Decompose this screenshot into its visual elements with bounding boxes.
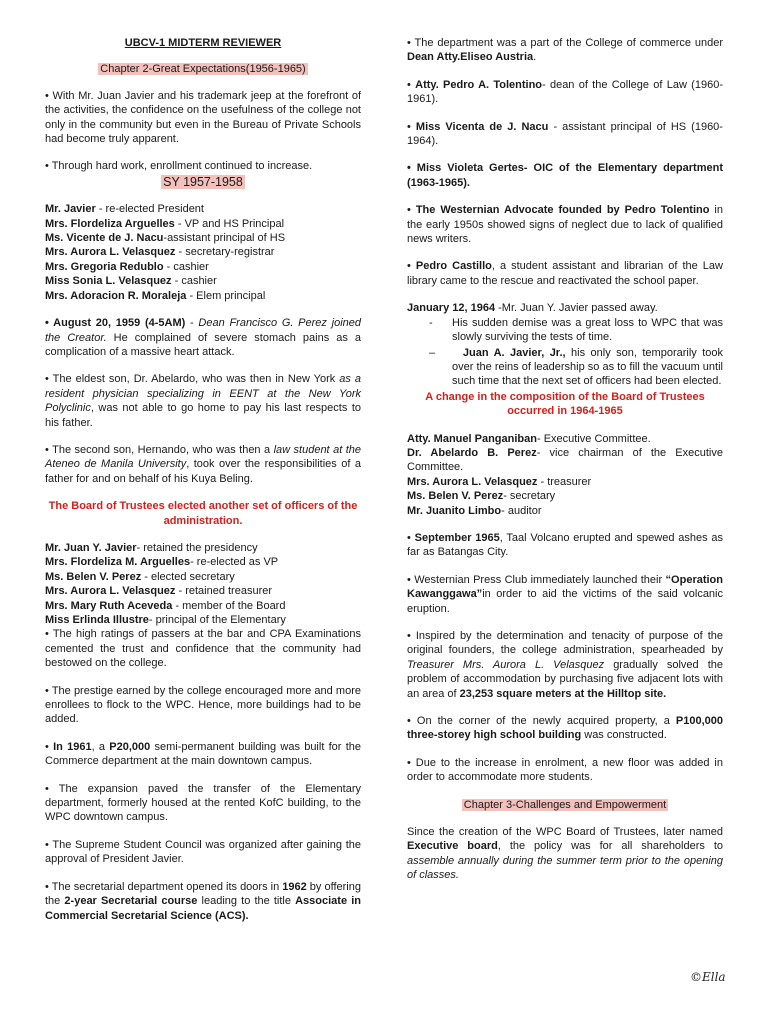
officers-list-board bbox=[45, 541, 361, 627]
board-composition-list bbox=[407, 432, 723, 518]
paragraph-tolentino: • Atty. Pedro A. Tolentino- dean of the College of Law (1960-1961). bbox=[407, 78, 723, 106]
paragraph-castillo: • Pedro Castillo, a student assistant and librarian of the Law library came to the rescue and reactivated the school paper. bbox=[407, 260, 723, 287]
dash-item: - His sudden demise was a great loss to WPC that was slowly surviving the tests of time. bbox=[429, 316, 723, 344]
paragraph-high-ratings: • The high ratings of passers at the bar and CPA Examinations cemented the trust and confidence that the community had bestowed on the college. bbox=[45, 628, 361, 670]
right-column bbox=[407, 36, 723, 883]
paragraph-new-floor: • Due to the increase in enrolment, a new floor was added in order to accommodate more students. bbox=[407, 756, 723, 784]
board-line: Ms. Belen V. Perez- secretary bbox=[407, 490, 556, 503]
paragraph-student-council: • The Supreme Student Council was organized after gaining the approval of President Javier. bbox=[45, 838, 361, 866]
left-column bbox=[45, 36, 361, 923]
document-title: UBCV-1 MIDTERM REVIEWER bbox=[124, 37, 282, 49]
paragraph-press-club: • Westernian Press Club immediately launched their “Operation Kawanggawa”in order to aid the victims of the said volcanic eruption. bbox=[407, 573, 723, 615]
chapter-3-heading: Chapter 3-Challenges and Empowerment bbox=[463, 798, 667, 811]
board-line: Dr. Abelardo B. Perez- vice chairman of the Executive Committee. bbox=[407, 446, 723, 474]
paragraph-nacu: • Miss Vicenta de J. Nacu - assistant principal of HS (1960-1964). bbox=[407, 120, 723, 148]
officer-line: Ms. Belen V. Perez - elected secretary bbox=[45, 570, 235, 583]
officer-line: Mrs. Mary Ruth Aceveda - member of the Board bbox=[45, 599, 286, 612]
paragraph-january-1964: January 12, 1964 -Mr. Juan Y. Javier passed away. bbox=[407, 302, 658, 315]
paragraph-secretarial: • The secretarial department opened its doors in 1962 by offering the 2-year Secretarial course leading to the title Associate in Commercial Secretarial Science (ACS). bbox=[45, 880, 361, 922]
paragraph-second-son: • The second son, Hernando, who was then a law student at the Ateneo de Manila University, took over the responsibilities of a father for and on behalf of his Kuya Beling. bbox=[45, 443, 361, 485]
board-line: Atty. Manuel Panganiban- Executive Committee. bbox=[407, 432, 651, 445]
paragraph-enrollment: • Through hard work, enrollment continued to increase. bbox=[45, 160, 313, 173]
paragraph-expansion: • The expansion paved the transfer of the Elementary department, formerly housed at the rented KofC building, to the WPC downtown campus. bbox=[45, 782, 361, 824]
paragraph-1961-building: • In 1961, a P20,000 semi-permanent building was built for the Commerce department at the main downtown campus. bbox=[45, 740, 361, 768]
paragraph-august-1959: • August 20, 1959 (4-5AM) - Dean Francisco G. Perez joined the Creator. He complained of severe stomach pains as a complication of a massive heart attack. bbox=[45, 317, 361, 358]
officer-line: Miss Sonia L. Velasquez - cashier bbox=[45, 275, 217, 288]
board-line: Mr. Juanito Limbo- auditor bbox=[407, 504, 542, 517]
paragraph-gertes: • Miss Violeta Gertes- OIC of the Elementary department (1963-1965). bbox=[407, 162, 723, 189]
board-elected-heading: The Board of Trustees elected another set of officers of the administration. bbox=[48, 500, 358, 527]
officer-line: Mrs. Aurora L. Velasquez - secretary-registrar bbox=[45, 246, 275, 259]
paragraph-prestige: • The prestige earned by the college encouraged more and more enrollees to flock to the WPC. Hence, more buildings had to be added. bbox=[45, 684, 361, 726]
paragraph-executive-board: Since the creation of the WPC Board of Trustees, later named Executive board, the policy was for all shareholders to assemble annually during the summer term prior to the opening of classes. bbox=[407, 826, 723, 882]
officer-line: Ms. Vicente de J. Nacu-assistant principal of HS bbox=[45, 232, 286, 245]
dash-item: – Juan A. Javier, Jr., his only son, temporarily took over the reins of leadership so as to fill the vacuum until such time that the next set of officers had been elected. bbox=[429, 346, 723, 388]
paragraph-taal-volcano: • September 1965, Taal Volcano erupted and spewed ashes as far as Batangas City. bbox=[407, 531, 723, 559]
chapter-2-heading: Chapter 2-Great Expectations(1956-1965) bbox=[100, 63, 306, 76]
officer-line: Mrs. Adoracion R. Moraleja - Elem principal bbox=[45, 289, 266, 302]
officer-line: Mr. Juan Y. Javier- retained the presidency bbox=[45, 541, 258, 554]
paragraph-trademark-jeep: • With Mr. Juan Javier and his trademark jeep at the forefront of the activities, the confidence on the usefulness of the college not only in the community but even in the Bureau of Private Schools had become truly apparent. bbox=[45, 89, 361, 146]
paragraph-westernian-advocate: • The Westernian Advocate founded by Pedro Tolentino in the early 1950s showed signs of neglect due to lack of qualified news writers. bbox=[407, 204, 723, 246]
paragraph-eldest-son: • The eldest son, Dr. Abelardo, who was then in New York as a resident physician specializing in EENT at the New York Polyclinic, was not able to go home to pay his last respects to his father. bbox=[45, 373, 362, 429]
paragraph-department-commerce: • The department was a part of the College of commerce under Dean Atty.Eliseo Austria. bbox=[407, 37, 723, 64]
paragraph-hilltop: • Inspired by the determination and tenacity of purpose of the original founders, the college administration, spearheaded by Treasurer Mrs. Aurora L. Velasquez gradually solved the problem of accommodation by purchasing five adjacent lots with an area of 23,253 square meters at the Hilltop site. bbox=[407, 630, 723, 700]
school-year-heading: SY 1957-1958 bbox=[163, 174, 243, 189]
author-signature: ©Ella bbox=[690, 970, 726, 984]
officer-line: Mrs. Flordeliza M. Arguelles- re-elected as VP bbox=[45, 556, 279, 569]
paragraph-high-school-building: • On the corner of the newly acquired property, a P100,000 three-storey high school building was constructed. bbox=[407, 715, 723, 742]
officer-line: Mrs. Gregoria Redublo - cashier bbox=[45, 260, 209, 273]
board-change-heading: A change in the composition of the Board of Trustees occurred in 1964-1965 bbox=[425, 390, 705, 418]
officer-line: Mrs. Flordeliza Arguelles - VP and HS Principal bbox=[45, 217, 285, 230]
officer-line: Miss Erlinda Illustre- principal of the Elementary bbox=[45, 614, 286, 626]
officers-list-1957 bbox=[45, 202, 361, 303]
officer-line: Mrs. Aurora L. Velasquez - retained treasurer bbox=[45, 585, 273, 598]
board-line: Mrs. Aurora L. Velasquez - treasurer bbox=[407, 475, 592, 488]
officer-line: Mr. Javier - re-elected President bbox=[45, 203, 204, 216]
